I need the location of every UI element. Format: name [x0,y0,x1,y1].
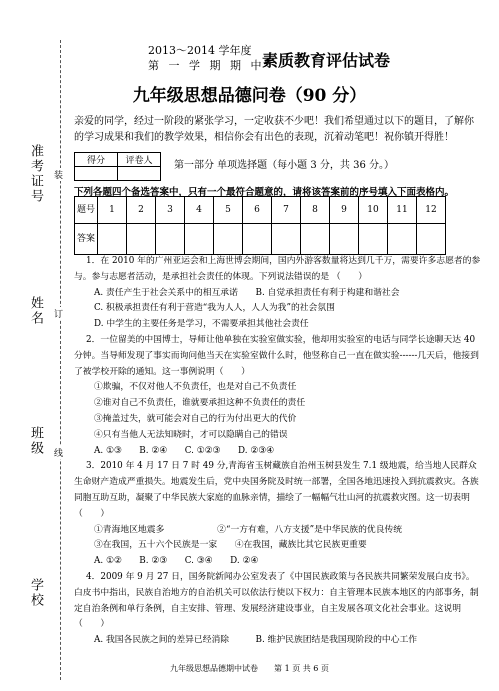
binding-char-zhuang: 装 [54,168,63,181]
answer-cell[interactable] [243,224,272,255]
question-2-statement-4: ④只有当他人无法知晓时，才可以隐瞒自己的错误 [94,429,288,440]
binding-char-ding: 订 [54,307,63,320]
question-3: 3．2010 年 4 月 17 日 7 时 49 分,青海省玉树藏族自治州玉树县发生 7.1 级地震，给当地人民群众生命财产造成严重损失。地震发生后，党中央国务院及时统一部署，全国各地迅速投入到抗震救灾。各族同胞互助互助，凝聚了中华民族大家庭的血脉亲情，描绘了一幅幅气壮山河的抗震救灾图。这一切表明（ ） [74,461,479,519]
school-year: 2013～2014 学年度 [148,44,252,57]
question-4: 4．2009 年 9 月 27 日，国务院新闻办公室发表了《中国民族政策与各民族共同繁荣发展白皮书》。白皮书中指出，民族自治地方的自治机关可以依法行使以下权力：自主管理本民族本地区的内部事务，制定自治条例和单行条例，自主安排、管理、发展经济建设事业，自主发展各项文化社会事业。这说明（ ） [74,571,479,630]
question-2-statement-2: ②谁对自己不负责任，谁就要承担这种不负责任的责任 [94,398,306,409]
answer-table [74,196,446,255]
question-number: 1 [98,197,127,224]
answer-cell[interactable] [98,224,127,255]
school-label: 学校 [28,578,43,608]
class-label: 班级 [28,426,43,456]
questions [74,254,482,649]
instruction: 下列各题四个备选答案中，只有一个最符合题意的，请将该答案前的序号填入下面表格内。 [74,187,455,198]
question-number: 5 [214,197,243,224]
answer-cell[interactable] [359,224,388,255]
question-number: 10 [359,197,388,224]
answer-cell[interactable] [156,224,185,255]
score-cell[interactable] [75,167,118,181]
answer-cell[interactable] [214,224,243,255]
question-number: 3 [156,197,185,224]
name-label: 姓名 [28,296,43,326]
exam-header-title: 素质教育评估试卷 [262,51,391,70]
part-title: 第一部分 单项选择题（每小题 3 分，共 36 分。） [174,160,394,171]
question-1: 1．在 2010 年的广州亚运会和上海世博会期间，国内外游客数量将达到几千万，需要许多志愿者的参与。参与志愿者活动，是承担社会责任的体现。下列说法错误的是 （ ） [74,256,481,282]
question-number: 4 [185,197,214,224]
question-1-option-d: D. 中学生的主要任务是学习，不需要承担其他社会责任 [94,319,309,330]
question-number-header: 题号 [75,197,98,224]
question-number: 2 [127,197,156,224]
question-2-options: A. ①③ B. ②④ C. ①②③ D. ②③④ [94,445,274,456]
question-number: 6 [243,197,272,224]
answer-cell[interactable] [301,224,330,255]
question-3-options: A. ①② B. ②③ C. ③④ D. ②④ [94,556,259,567]
question-2: 2．一位留美的中国博士，导师让他单独在实验室做实验，他却用实验室的电话与同学长途聊天达 40 分钟。当导师发现了事实而询问他当天在实验室做什么时，他竖称自己一直在做实验------几天后，他接到了被学校开除的通知。这一事例说明（ ） [74,334,479,377]
question-number: 8 [301,197,330,224]
paper-title: 九年级思想品德问卷（90 分） [132,86,367,106]
question-3-statements-34: ③在我国，五十六个民族是一家 ④在我国，藏族比其它民族更重要 [94,540,367,551]
answer-cell[interactable] [272,224,301,255]
exam-number-label: 准考证号 [28,144,43,204]
answer-cell[interactable] [388,224,417,255]
answer-cell[interactable] [127,224,156,255]
answer-cell[interactable] [185,224,214,255]
question-number: 9 [330,197,359,224]
question-number: 12 [417,197,446,224]
question-1-option-c: C. 积极承担责任有利于营造“我为人人，人人为我”的社会氛围 [94,303,335,314]
intro-paragraph: 亲爱的同学，经过一阶段的紧张学习，一定收获不少吧！我们希望通过以下的题目，了解你的学习成果和我们的教学效果，相信你会有出色的表现，沉着动笔吧！祝你镇开得胜！ [74,116,474,143]
reviewer-cell[interactable] [118,167,161,181]
answer-cell[interactable] [330,224,359,255]
page-footer: 九年级思想品德期中试卷 第 1 页 共 6 页 [170,664,329,673]
binding-line [60,40,61,680]
score-box [74,152,161,181]
question-3-statements-12: ①青海地区地震多 ②“一方有难，八方支援”是中华民族的优良传统 [94,524,403,535]
question-2-statement-1: ①欺骗，不仅对他人不负责任，也是对自己不负责任 [94,382,297,393]
question-4-options-ab: A. 我国各民族之间的差异已经消除 B. 维护民族团结是我国现阶段的中心工作 [94,635,418,646]
answer-cell[interactable] [417,224,446,255]
question-number: 7 [272,197,301,224]
answer-header: 答案 [75,224,98,255]
question-2-statement-3: ③掩盖过失，就可能会对自己的行为付出更大的代价 [94,413,297,424]
question-number: 11 [388,197,417,224]
semester: 第 一 学 期 期 中 [148,59,265,72]
score-label: 得分 [75,153,118,167]
binding-char-xian: 线 [54,446,63,459]
question-1-options-ab: A. 责任产生于社会关系中的相互承诺 B. 自觉承担责任有利于构建和谐社会 [94,287,400,298]
reviewer-label: 评卷人 [118,153,161,167]
